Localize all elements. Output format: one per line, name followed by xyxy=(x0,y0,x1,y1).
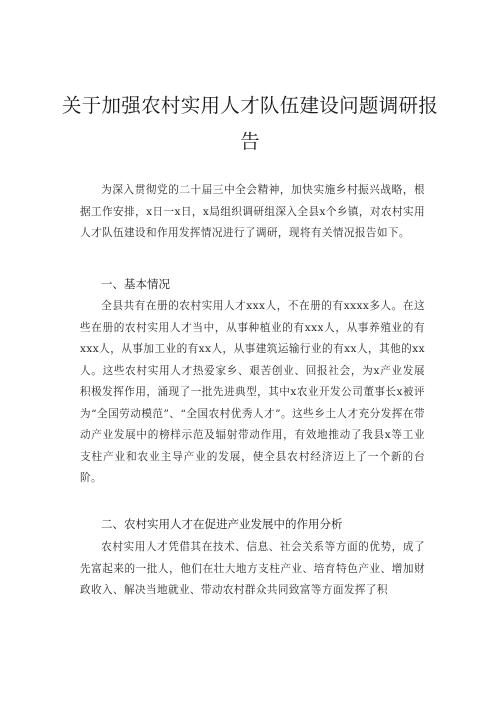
document-title: 关于加强农村实用人才队伍建设问题调研报告 xyxy=(61,94,439,153)
intro-paragraph: 为深入贯彻党的二十届三中全会精神，加快实施乡村振兴战略，根据工作安排，x日一x日，x局组织调研组深入全县x个乡镇，对农村实用人才队伍建设和作用发挥情况进行了调研，现将有关情况报告如下。 xyxy=(80,184,425,239)
section-paragraph-role-analysis: 农村实用人才凭借其在技术、信息、社会关系等方面的优势，成了先富起来的一批人，他们在壮大地方支柱产业、培育特色产业、增加财政收入、解决当地就业、带动农村群众共同致富等方面发挥了积 xyxy=(80,541,425,596)
section-heading-role-analysis: 二、农村实用人才在促进产业发展中的作用分析 xyxy=(101,517,343,531)
section-heading-basic-situation: 一、基本情况 xyxy=(101,277,170,291)
section-paragraph-basic-situation: 全县共有在册的农村实用人才xxx人，不在册的有xxxx多人。在这些在册的农村实用人才当中，从事种植业的有xxx人，从事养殖业的有xxx人，从事加工业的有xx人，从事建筑运输行业的有xx人，其他的xx人。这些农村实用人才热爱家乡、艰苦创业、回报社会，为x产业发展积极发挥作用，涌现了一批先进典型，其中x农业开发公司董事长x被评为“全国劳动模范”、“全国农村优秀人才”。这些乡土人才充分发挥在带动产业发展中的榜样示范及辐射带动作用，有效地推动了我县x等工业支柱产业和农业主导产业的发展，使全县农村经济迈上了一个新的台阶。 xyxy=(80,300,425,484)
